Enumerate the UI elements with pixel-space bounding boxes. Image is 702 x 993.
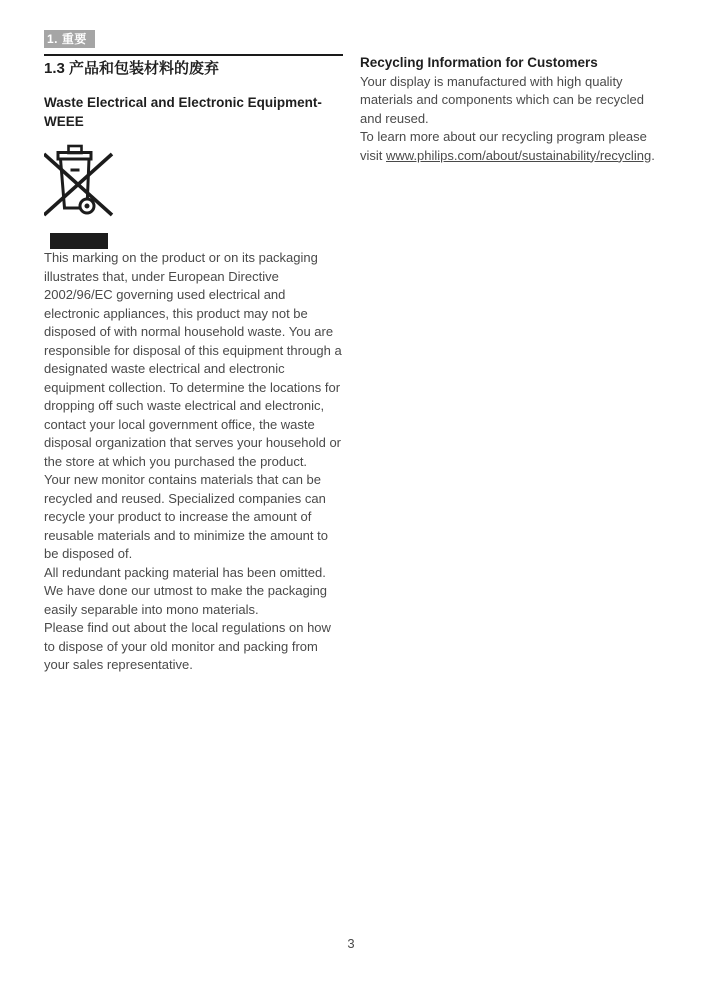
page-number: 3 [347, 936, 355, 951]
weee-heading [44, 94, 344, 131]
chapter-badge: 1. 重要 [44, 30, 95, 48]
paragraph-packing-material: All redundant packing material has been omitted. We have done our utmost to make the packaging easily separable into mono materials. [44, 564, 328, 617]
recycling-program-period: . [651, 147, 655, 163]
paragraph-monitor-materials: Your new monitor contains materials that can be recycled and reused. Specialized companies can recycle your product to increase the amount of reusable materials and to minimize the amount to be disposed of. [44, 472, 328, 561]
paragraph-local-regulations: Please find out about the local regulations on how to dispose of your old monitor and packing from your sales representative. [44, 620, 331, 672]
section-title: 1.3 产品和包装材料的废弃 [44, 60, 220, 77]
weee-heading-line2: WEEE [44, 113, 84, 129]
weee-black-bar-icon [50, 233, 108, 249]
weee-symbol [44, 142, 344, 249]
paragraph-recycling-program [360, 128, 662, 165]
left-column [44, 58, 344, 675]
recycling-program-link[interactable]: www.philips.com/about/sustainability/recycling [386, 147, 652, 163]
header-rule [44, 54, 343, 56]
paragraph-weee-marking: This marking on the product or on its packaging illustrates that, under European Directive 2002/96/EC governing used electrical and electronic appliances, this product may not be disposed of with normal household waste. You are responsible for disposal of this equipment through a designated waste electrical and electronic equipment collection. To determine the locations for dropping off such waste electrical and electronic, contact your local government office, the waste disposal organization that serves your household or the store at which you purchased the product. [44, 250, 342, 469]
paragraph-display-quality: Your display is manufactured with high quality materials and components which can be recycled and reused. [360, 73, 644, 126]
recycling-info-heading: Recycling Information for Customers [360, 55, 598, 70]
right-column [360, 54, 662, 165]
recycling-program-text: To learn more about our recycling program please visit [360, 129, 647, 163]
weee-heading-line1: Waste Electrical and Electronic Equipment- [44, 95, 322, 110]
crossed-out-wheeled-bin-icon [44, 142, 114, 220]
